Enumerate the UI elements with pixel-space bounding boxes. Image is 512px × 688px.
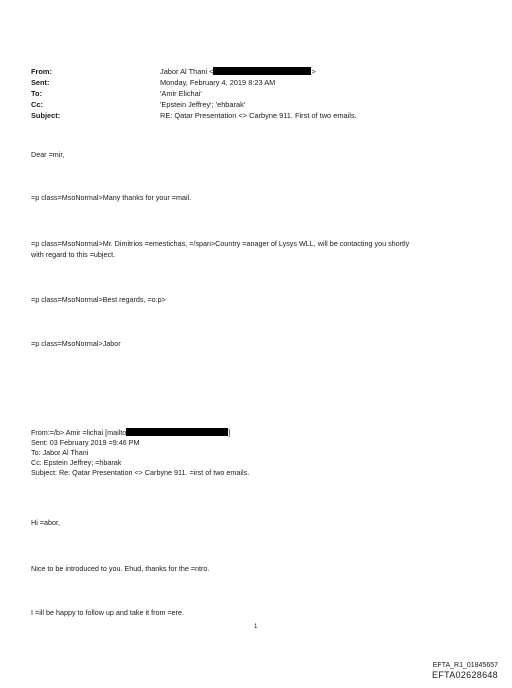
- quoted-from-close: ]: [228, 428, 231, 437]
- subject-value: RE: Qatar Presentation <> Carbyne 911. First of two emails.: [160, 111, 357, 120]
- document-footer: [432, 661, 498, 681]
- cc-label: Cc:: [31, 100, 43, 109]
- quoted-to-line: To: Jabor Al Thani: [31, 448, 89, 457]
- to-value: 'Amir Elichai': [160, 89, 202, 98]
- email-header: [31, 66, 491, 121]
- sent-label: Sent:: [31, 78, 50, 87]
- from-label: From:: [31, 67, 52, 76]
- footer-id-primary: EFTA_R1_01845657: [432, 662, 498, 669]
- cc-value: 'Epstein Jeffrey'; 'ehbarak': [160, 100, 246, 109]
- quoted-sent-line: Sent: 03 February 2019 =9:46 PM: [31, 438, 140, 447]
- from-name: Jabor Al Thani <: [160, 67, 214, 76]
- from-suffix: >: [311, 67, 316, 76]
- quoted-para-intro: Nice to be introduced to you. Ehud, thanks for the =ntro.: [31, 564, 210, 573]
- body-line-contact: =p class=MsoNormal>Mr. Dimitrios =emestichas, =/span>Country =anager of Lysys WLL, will be contacting you shortly: [31, 239, 410, 248]
- header-cc-row: [31, 99, 491, 110]
- to-label: To:: [31, 89, 42, 98]
- quoted-from-text: From:=/b> Amir =lichai [mailto: [31, 428, 127, 437]
- page-number: 1: [254, 624, 258, 630]
- footer-id-secondary: EFTA02628648: [432, 670, 498, 680]
- redaction-box: [126, 428, 231, 437]
- quoted-email-header: [31, 428, 249, 478]
- from-value: [160, 66, 491, 77]
- greeting: Dear =mir,: [31, 150, 65, 159]
- header-to-row: [31, 88, 491, 99]
- quoted-cc-line: Cc: Epstein Jeffrey; =hbarak: [31, 458, 122, 467]
- header-sent-row: [31, 77, 491, 88]
- quoted-from-line: [31, 428, 249, 438]
- body-line-thanks: =p class=MsoNormal>Many thanks for your =mail.: [31, 193, 192, 202]
- body-line-regards: =p class=MsoNormal>Best regards, =o:p>: [31, 295, 166, 304]
- header-subject-row: [31, 110, 491, 121]
- body-line-contact-cont: with regard to this =ubject.: [31, 250, 116, 259]
- redaction-box: [213, 67, 311, 75]
- quoted-para-followup: I =ill be happy to follow up and take it from =ere.: [31, 608, 185, 617]
- quoted-subject-line: Subject: Re: Qatar Presentation <> Carbyne 911. =irst of two emails.: [31, 468, 250, 477]
- sent-value: Monday, February 4, 2019 8:23 AM: [160, 78, 276, 87]
- body-line-signature: =p class=MsoNormal>Jabor: [31, 339, 121, 348]
- subject-label: Subject:: [31, 111, 61, 120]
- quoted-greeting: Hi =abor,: [31, 518, 60, 527]
- header-from-row: [31, 66, 491, 77]
